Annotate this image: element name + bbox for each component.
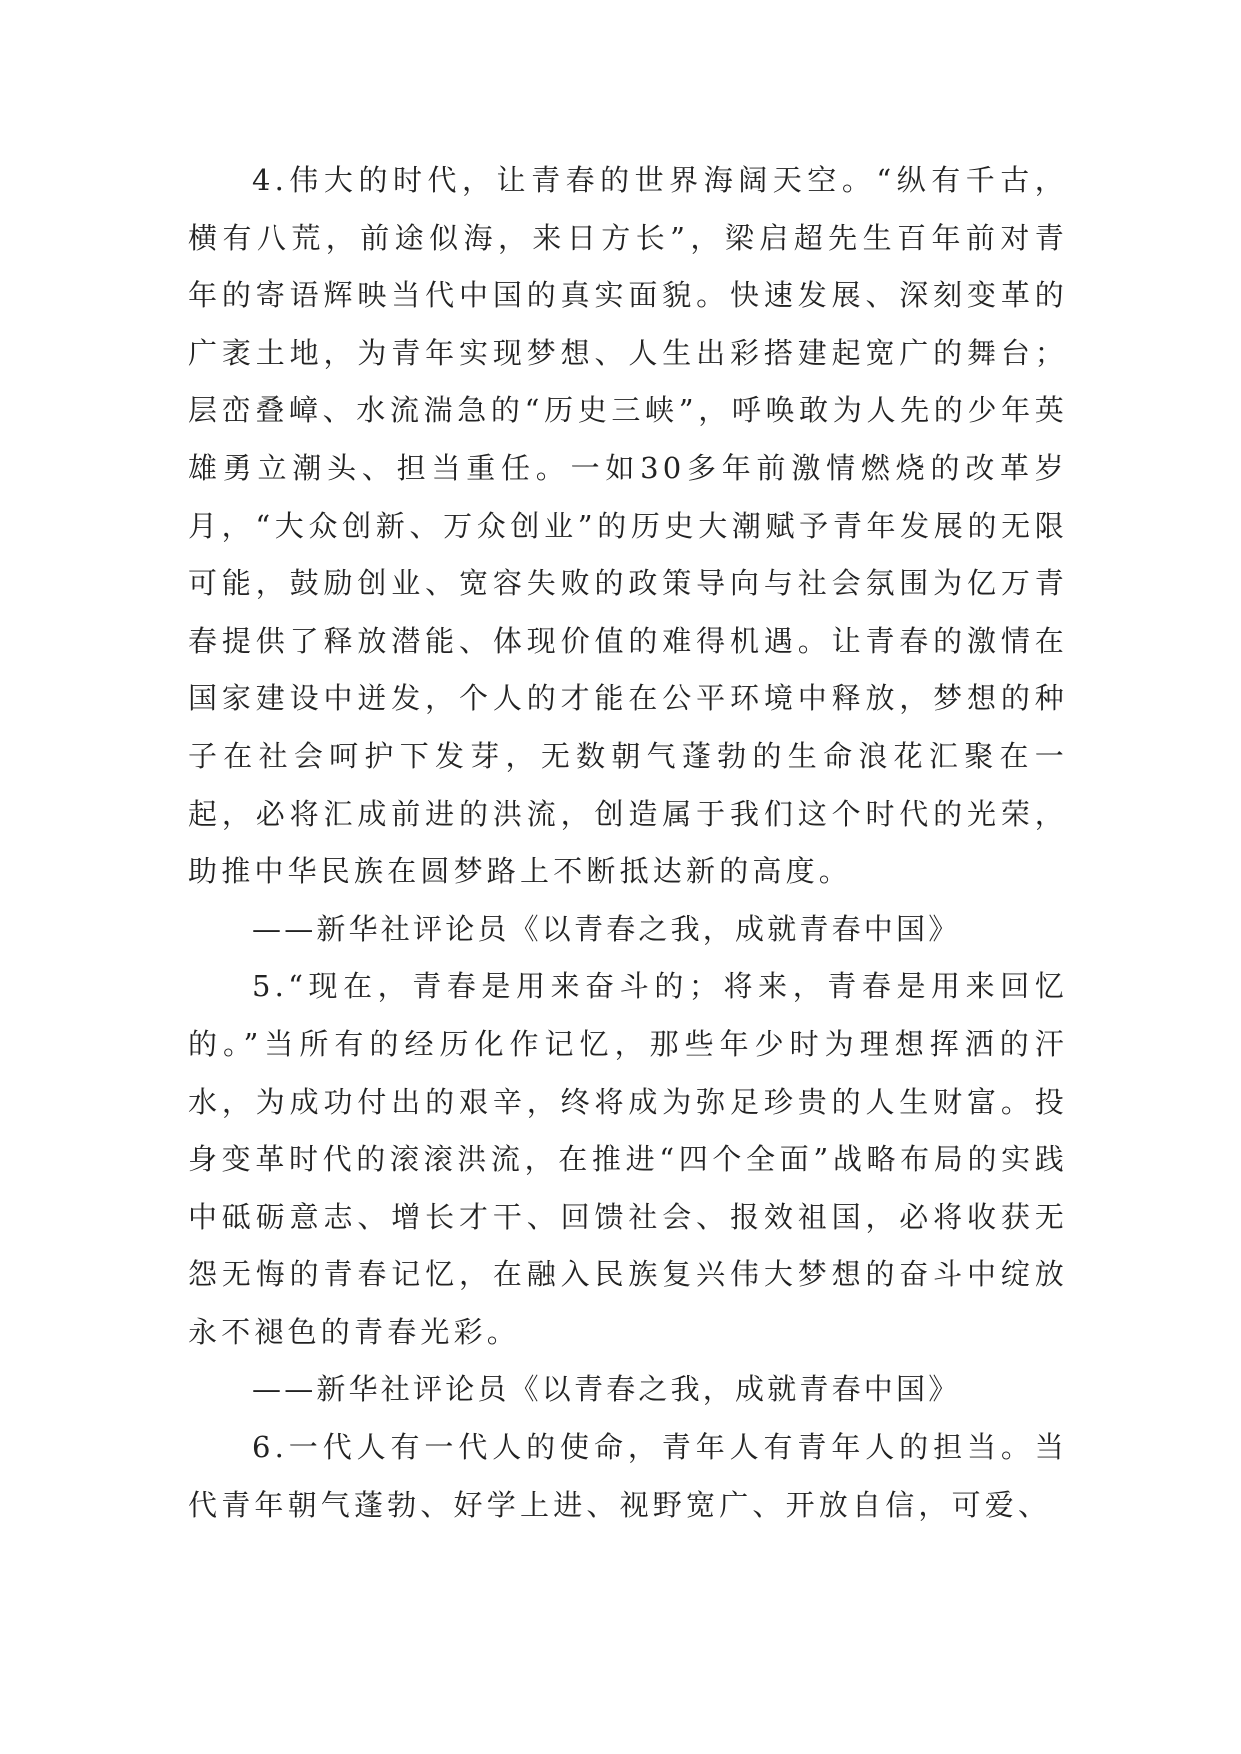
source-citation-4: ——新华社评论员《以青春之我，成就青春中国》 (252, 911, 961, 946)
paragraph-5: 5.“现在，青春是用来奋斗的；将来，青春是用来回忆的。”当所有的经历化作记忆，那些年少时为理想挥洒的汗水，为成功付出的艰辛，终将成为弥足珍贵的人生财富。投身变革时代的滚滚洪流，在推进“四个全面”战略布局的实践中砥砺意志、增长才干、回馈社会、报效祖国，必将收获无怨无悔的青春记忆，在融入民族复兴伟大梦想的奋斗中绽放永不褪色的青春光彩。 (188, 969, 1068, 1349)
document-page (188, 152, 1068, 1534)
paragraph-6: 6.一代人有一代人的使命，青年人有青年人的担当。当代青年朝气蓬勃、好学上进、视野宽广、开放自信，可爱、 (188, 1430, 1068, 1522)
paragraph-4: 4.伟大的时代，让青春的世界海阔天空。“纵有千古，横有八荒，前途似海，来日方长”，梁启超先生百年前对青年的寄语辉映当代中国的真实面貌。快速发展、深刻变革的广袤土地，为青年实现梦想、人生出彩搭建起宽广的舞台；层峦叠嶂、水流湍急的“历史三峡”，呼唤敢为人先的少年英雄勇立潮头、担当重任。一如30多年前激情燃烧的改革岁月，“大众创新、万众创业”的历史大潮赋予青年发展的无限可能，鼓励创业、宽容失败的政策导向与社会氛围为亿万青春提供了释放潜能、体现价值的难得机遇。让青春的激情在国家建设中迸发，个人的才能在公平环境中释放，梦想的种子在社会呵护下发芽，无数朝气蓬勃的生命浪花汇聚在一起，必将汇成前进的洪流，创造属于我们这个时代的光荣，助推中华民族在圆梦路上不断抵达新的高度。 (188, 163, 1068, 889)
source-citation-5: ——新华社评论员《以青春之我，成就青春中国》 (252, 1372, 961, 1407)
